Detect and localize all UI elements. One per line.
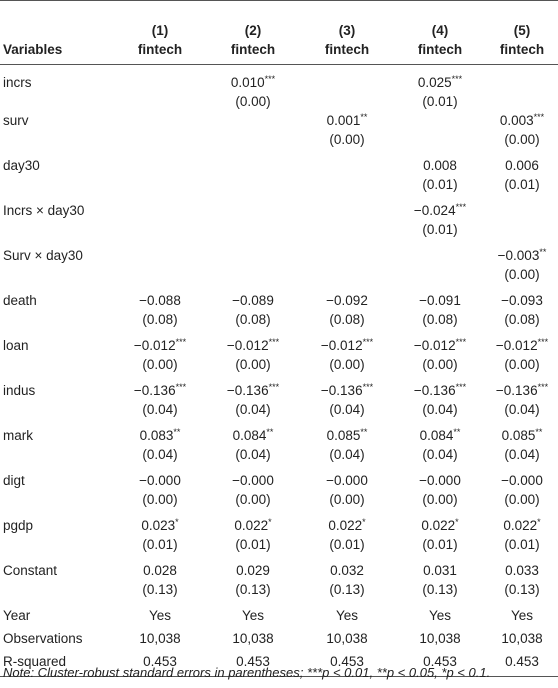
table-row: [0, 156, 558, 201]
statistic-value: Yes: [148, 608, 172, 623]
coefficient-line: [206, 561, 300, 580]
coefficient-cell: [300, 111, 394, 156]
variable-label: pgdp: [3, 518, 34, 533]
significance-stars: *: [537, 517, 541, 527]
standard-error: (0.13): [504, 582, 540, 597]
coefficient-value: −0.012: [495, 338, 538, 353]
coefficient-value: −0.136: [133, 383, 176, 398]
statistic-value: 10,038: [419, 631, 461, 646]
standard-error: (0.00): [142, 357, 178, 372]
statistic-label: Year: [3, 608, 31, 623]
coefficient-cell: [114, 246, 206, 291]
column-number: (5): [513, 23, 531, 38]
table-row: [0, 291, 558, 336]
significance-stars: *: [175, 517, 179, 527]
coefficient-value: 0.023: [141, 518, 176, 533]
coefficient-cell: [114, 291, 206, 336]
coefficient-cell: [486, 201, 558, 246]
coefficient-cell: [114, 381, 206, 426]
standard-error: (0.13): [329, 582, 365, 597]
coefficient-line: [114, 471, 206, 490]
standard-error: (0.04): [142, 402, 178, 417]
column-header: [486, 1, 558, 65]
coefficient-line: [486, 426, 558, 445]
table-row: [0, 201, 558, 246]
coefficient-line: [300, 291, 394, 310]
coefficient-cell: [394, 201, 486, 246]
table-row: [0, 381, 558, 426]
statistic-value: Yes: [241, 608, 265, 623]
coefficient-cell: [486, 111, 558, 156]
statistic-value: 10,038: [232, 631, 274, 646]
coefficient-cell: [300, 336, 394, 381]
coefficient-cell: [394, 561, 486, 606]
variable-label: Surv × day30: [3, 248, 83, 263]
statistic-value: 0.453: [300, 652, 394, 677]
coefficient-cell: [394, 156, 486, 201]
coefficient-value: 0.033: [505, 563, 539, 578]
column-number: (1): [151, 23, 169, 38]
coefficient-line: [206, 291, 300, 310]
standard-error: (0.04): [329, 402, 365, 417]
standard-error: (0.00): [235, 94, 271, 109]
coefficient-value: −0.089: [232, 293, 274, 308]
standard-error: (0.00): [329, 357, 365, 372]
statistic-value: 10,038: [326, 631, 368, 646]
standard-error: (0.04): [235, 447, 271, 462]
significance-stars: ***: [451, 74, 463, 84]
standard-error: (0.01): [422, 537, 458, 552]
coefficient-cell: [114, 426, 206, 471]
significance-stars: ***: [455, 202, 467, 212]
significance-stars: ***: [175, 382, 187, 392]
coefficient-cell: [114, 471, 206, 516]
table-row: [0, 561, 558, 606]
standard-error: (0.00): [504, 267, 540, 282]
standard-error: (0.01): [504, 537, 540, 552]
coefficient-cell: [114, 201, 206, 246]
variable-label: death: [3, 293, 37, 308]
coefficient-cell: [206, 336, 300, 381]
coefficient-cell: [486, 516, 558, 561]
coefficient-line: [394, 561, 486, 580]
standard-error: (0.00): [235, 357, 271, 372]
significance-stars: ***: [362, 382, 374, 392]
significance-stars: **: [360, 112, 368, 122]
significance-stars: ***: [264, 74, 276, 84]
statistic-value: 0.453: [114, 652, 206, 677]
coefficient-value: 0.022: [503, 518, 538, 533]
variables-header: Variables: [0, 1, 114, 65]
standard-error: (0.00): [504, 132, 540, 147]
coefficient-line: [300, 336, 394, 355]
coefficient-value: −0.136: [226, 383, 269, 398]
coefficient-cell: [394, 516, 486, 561]
coefficient-value: −0.136: [320, 383, 363, 398]
coefficient-line: [300, 111, 394, 130]
coefficient-cell: [394, 471, 486, 516]
significance-stars: **: [266, 427, 274, 437]
standard-error: (0.04): [422, 402, 458, 417]
significance-stars: ***: [533, 112, 545, 122]
coefficient-cell: [206, 381, 300, 426]
coefficient-value: −0.136: [413, 383, 456, 398]
coefficient-value: 0.031: [423, 563, 457, 578]
coefficient-cell: [300, 201, 394, 246]
coefficient-cell: [114, 336, 206, 381]
coefficient-line: [206, 516, 300, 535]
column-header: [394, 1, 486, 65]
coefficient-cell: [394, 336, 486, 381]
coefficient-cell: [206, 291, 300, 336]
coefficient-cell: [206, 111, 300, 156]
coefficient-line: [114, 381, 206, 400]
coefficient-line: [394, 291, 486, 310]
coefficient-cell: [394, 246, 486, 291]
coefficient-cell: [486, 336, 558, 381]
coefficient-value: 0.084: [419, 428, 454, 443]
coefficient-value: 0.084: [232, 428, 267, 443]
standard-error: (0.00): [329, 492, 365, 507]
table-row: [0, 629, 558, 652]
coefficient-cell: [486, 381, 558, 426]
coefficient-line: [206, 381, 300, 400]
coefficient-value: 0.006: [505, 158, 539, 173]
coefficient-cell: [486, 291, 558, 336]
standard-error: (0.08): [329, 312, 365, 327]
standard-error: (0.00): [235, 492, 271, 507]
coefficient-line: [300, 516, 394, 535]
standard-error: (0.01): [142, 537, 178, 552]
coefficient-line: [486, 156, 558, 175]
coefficient-cell: [114, 561, 206, 606]
coefficient-cell: [300, 156, 394, 201]
coefficient-line: [114, 291, 206, 310]
coefficient-value: 0.022: [234, 518, 269, 533]
statistic-value: 0.453: [394, 652, 486, 677]
standard-error: (0.08): [235, 312, 271, 327]
significance-stars: ***: [537, 337, 549, 347]
coefficient-cell: [300, 65, 394, 112]
significance-stars: **: [173, 427, 181, 437]
coefficient-line: [206, 426, 300, 445]
coefficient-line: [394, 516, 486, 535]
coefficient-cell: [486, 426, 558, 471]
coefficient-value: −0.000: [326, 473, 368, 488]
coefficient-cell: [300, 426, 394, 471]
coefficient-cell: [486, 156, 558, 201]
coefficient-line: [300, 381, 394, 400]
statistic-value: 0.453: [486, 652, 558, 677]
variable-label: Incrs × day30: [3, 203, 85, 218]
coefficient-value: 0.029: [236, 563, 270, 578]
standard-error: (0.04): [504, 402, 540, 417]
table-row: [0, 516, 558, 561]
coefficient-line: [394, 381, 486, 400]
standard-error: (0.04): [142, 447, 178, 462]
coefficient-cell: [300, 471, 394, 516]
variable-label: loan: [3, 338, 29, 353]
coefficient-line: [486, 516, 558, 535]
coefficient-line: [300, 471, 394, 490]
coefficient-value: −0.088: [139, 293, 181, 308]
coefficient-cell: [300, 246, 394, 291]
coefficient-cell: [394, 426, 486, 471]
coefficient-cell: [206, 65, 300, 112]
coefficient-line: [394, 426, 486, 445]
standard-error: (0.13): [422, 582, 458, 597]
coefficient-line: [486, 336, 558, 355]
standard-error: (0.04): [422, 447, 458, 462]
coefficient-value: 0.025: [417, 75, 452, 90]
dependent-variable: fintech: [137, 42, 183, 57]
coefficient-cell: [206, 516, 300, 561]
coefficient-cell: [394, 381, 486, 426]
coefficient-cell: [206, 246, 300, 291]
coefficient-value: −0.012: [320, 338, 363, 353]
column-number: (3): [338, 23, 356, 38]
coefficient-value: 0.083: [139, 428, 174, 443]
column-number: (2): [244, 23, 262, 38]
coefficient-line: [394, 471, 486, 490]
variable-label: Constant: [3, 563, 58, 578]
variable-label: surv: [3, 113, 29, 128]
dependent-variable: fintech: [324, 42, 370, 57]
statistic-value: Yes: [510, 608, 534, 623]
statistic-value: 0.453: [206, 652, 300, 677]
statistic-value: Yes: [335, 608, 359, 623]
coefficient-value: −0.093: [501, 293, 543, 308]
coefficient-line: [206, 471, 300, 490]
coefficient-line: [114, 561, 206, 580]
standard-error: (0.01): [504, 177, 540, 192]
coefficient-cell: [206, 156, 300, 201]
column-number: (4): [431, 23, 449, 38]
standard-error: (0.01): [329, 537, 365, 552]
table-row: [0, 606, 558, 629]
significance-stars: *: [362, 517, 366, 527]
significance-stars: ***: [455, 382, 467, 392]
coefficient-line: [300, 426, 394, 445]
coefficient-value: −0.003: [497, 248, 540, 263]
table-row: [0, 246, 558, 291]
coefficient-cell: [114, 516, 206, 561]
standard-error: (0.01): [235, 537, 271, 552]
significance-stars: *: [268, 517, 272, 527]
coefficient-cell: [300, 381, 394, 426]
coefficient-value: 0.085: [501, 428, 536, 443]
standard-error: (0.08): [504, 312, 540, 327]
table-row: [0, 111, 558, 156]
coefficient-cell: [486, 561, 558, 606]
coefficient-value: 0.022: [421, 518, 456, 533]
standard-error: (0.01): [422, 177, 458, 192]
statistic-value: Yes: [428, 608, 452, 623]
table-row: [0, 336, 558, 381]
standard-error: (0.00): [422, 492, 458, 507]
coefficient-value: 0.010: [230, 75, 265, 90]
coefficient-cell: [206, 561, 300, 606]
standard-error: (0.01): [422, 94, 458, 109]
coefficient-line: [486, 471, 558, 490]
standard-error: (0.04): [329, 447, 365, 462]
coefficient-value: −0.092: [326, 293, 368, 308]
coefficient-cell: [206, 201, 300, 246]
table-body: [0, 65, 558, 677]
standard-error: (0.13): [235, 582, 271, 597]
significance-stars: ***: [175, 337, 187, 347]
coefficient-value: −0.000: [232, 473, 274, 488]
coefficient-value: 0.001: [326, 113, 361, 128]
coefficient-value: −0.000: [419, 473, 461, 488]
significance-stars: ***: [362, 337, 374, 347]
coefficient-value: −0.000: [501, 473, 543, 488]
coefficient-line: [486, 246, 558, 265]
standard-error: (0.08): [422, 312, 458, 327]
statistic-label: Observations: [3, 631, 83, 646]
significance-stars: **: [453, 427, 461, 437]
column-header: [300, 1, 394, 65]
coefficient-line: [486, 111, 558, 130]
coefficient-value: 0.032: [330, 563, 364, 578]
dependent-variable: fintech: [230, 42, 276, 57]
coefficient-cell: [486, 246, 558, 291]
coefficient-line: [394, 73, 486, 92]
standard-error: (0.08): [142, 312, 178, 327]
coefficient-cell: [300, 516, 394, 561]
significance-stars: ***: [455, 337, 467, 347]
dependent-variable: fintech: [499, 42, 545, 57]
coefficient-value: −0.012: [413, 338, 456, 353]
coefficient-value: −0.012: [226, 338, 269, 353]
table-row: [0, 471, 558, 516]
coefficient-cell: [206, 426, 300, 471]
coefficient-cell: [300, 291, 394, 336]
coefficient-value: −0.000: [139, 473, 181, 488]
coefficient-line: [394, 156, 486, 175]
standard-error: (0.00): [329, 132, 365, 147]
significance-stars: ***: [537, 382, 549, 392]
standard-error: (0.00): [504, 492, 540, 507]
coefficient-line: [486, 561, 558, 580]
coefficient-line: [300, 561, 394, 580]
standard-error: (0.04): [235, 402, 271, 417]
coefficient-line: [206, 73, 300, 92]
statistic-label: R-squared: [0, 652, 114, 677]
significance-stars: ***: [268, 382, 280, 392]
coefficient-cell: [300, 561, 394, 606]
dependent-variable: fintech: [417, 42, 463, 57]
column-header: [114, 1, 206, 65]
header-row: [0, 1, 558, 65]
coefficient-cell: [114, 111, 206, 156]
variable-label: incrs: [3, 75, 32, 90]
column-header: [206, 1, 300, 65]
standard-error: (0.00): [504, 357, 540, 372]
coefficient-value: 0.022: [328, 518, 363, 533]
coefficient-value: −0.136: [495, 383, 538, 398]
coefficient-cell: [394, 111, 486, 156]
standard-error: (0.13): [142, 582, 178, 597]
variable-label: indus: [3, 383, 36, 398]
standard-error: (0.00): [422, 357, 458, 372]
coefficient-value: −0.024: [413, 203, 456, 218]
coefficient-cell: [114, 65, 206, 112]
variable-label: digt: [3, 473, 25, 488]
table-note: Note: Cluster-robust standard errors in parentheses; ***p < 0.01, **p < 0.05, *p < 0.1.: [3, 665, 491, 680]
significance-stars: ***: [268, 337, 280, 347]
coefficient-line: [114, 426, 206, 445]
coefficient-value: 0.008: [423, 158, 457, 173]
coefficient-line: [114, 336, 206, 355]
coefficient-value: −0.091: [419, 293, 461, 308]
standard-error: (0.04): [504, 447, 540, 462]
coefficient-line: [486, 381, 558, 400]
significance-stars: **: [360, 427, 368, 437]
coefficient-line: [114, 516, 206, 535]
coefficient-cell: [114, 156, 206, 201]
coefficient-value: 0.003: [499, 113, 534, 128]
coefficient-line: [486, 291, 558, 310]
significance-stars: **: [535, 427, 543, 437]
coefficient-line: [394, 336, 486, 355]
coefficient-value: 0.085: [326, 428, 361, 443]
coefficient-value: 0.028: [143, 563, 177, 578]
coefficient-cell: [486, 471, 558, 516]
coefficient-cell: [394, 291, 486, 336]
statistic-value: 10,038: [501, 631, 543, 646]
coefficient-cell: [394, 65, 486, 112]
table-row: [0, 426, 558, 471]
standard-error: (0.01): [422, 222, 458, 237]
standard-error: (0.00): [142, 492, 178, 507]
statistic-value: 10,038: [139, 631, 181, 646]
coefficient-line: [394, 201, 486, 220]
significance-stars: **: [539, 247, 547, 257]
table-row: [0, 65, 558, 112]
coefficient-line: [206, 336, 300, 355]
coefficient-value: −0.012: [133, 338, 176, 353]
coefficient-cell: [486, 65, 558, 112]
variable-label: day30: [3, 158, 40, 173]
variable-label: mark: [3, 428, 33, 443]
significance-stars: *: [455, 517, 459, 527]
coefficient-cell: [206, 471, 300, 516]
